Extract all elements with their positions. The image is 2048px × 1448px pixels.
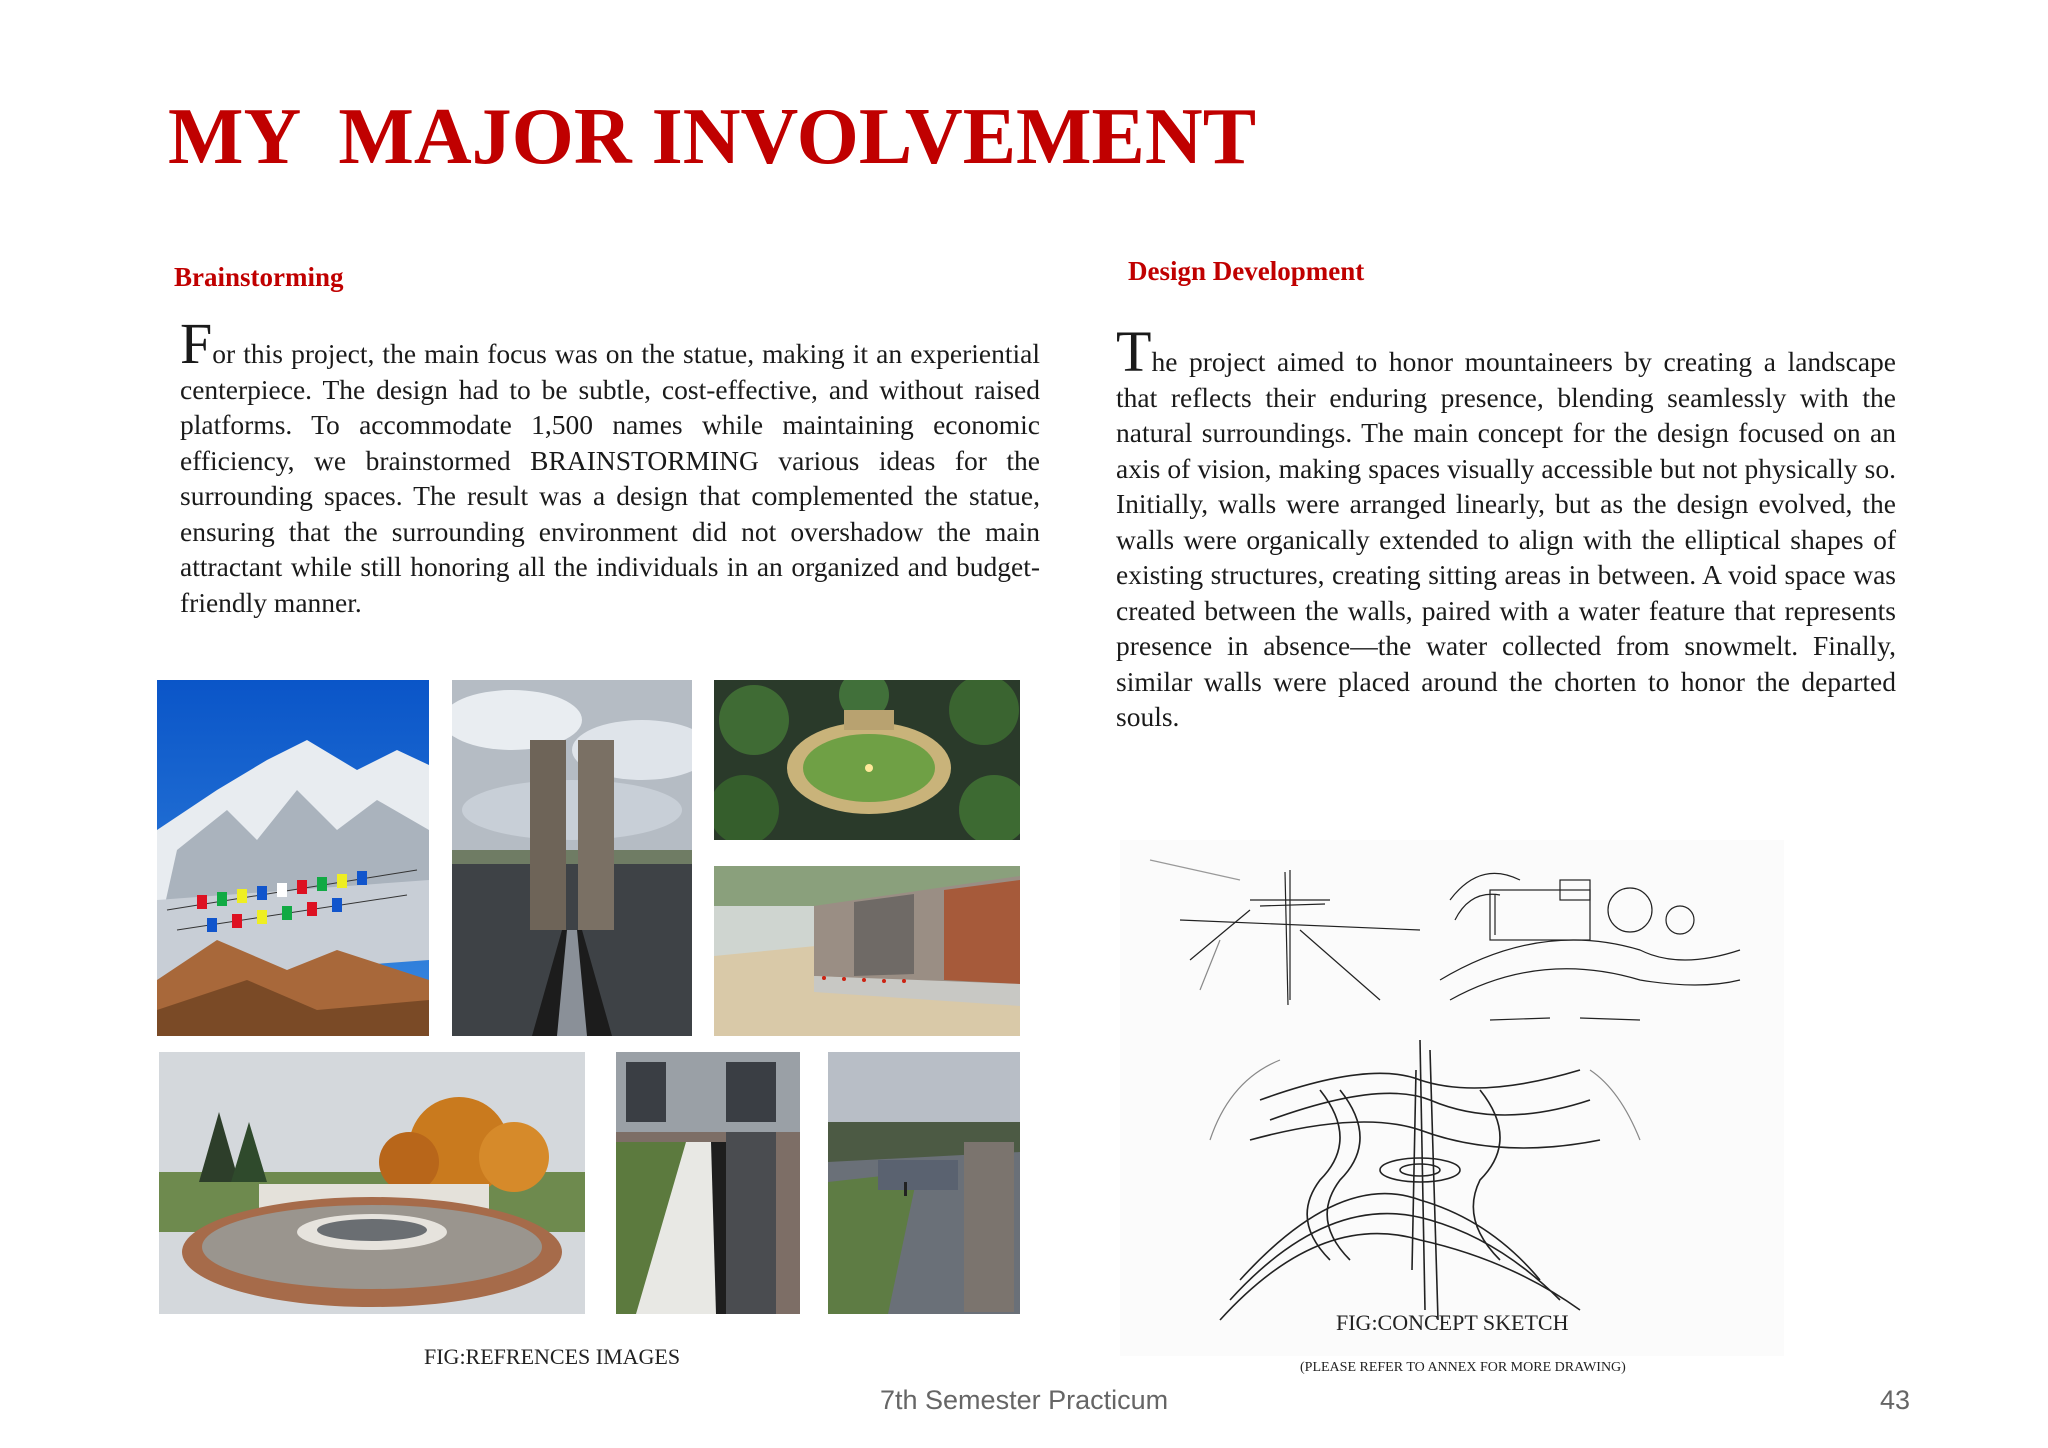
design-development-text: he project aimed to honor mountaineers by creating a landscape that reflects their enduring presence, blending seamlessly with the natural surroundings. The main concept for the design focused on an axis of vision, making spaces visually accessible but not physically so. Initially, walls were arranged linearly, but as the design evolved, the walls were organically extended to align with the elliptical shapes of existing structures, creating sitting areas in between. A void space was created between the walls, paired with a water feature that represents presence in absence—the water collected from snowmelt. Finally, similar walls were placed around the chorten to honor the departed souls. [1116, 346, 1896, 732]
brainstorming-dropcap: F [180, 311, 213, 376]
reference-image-water-channel-pebbles [616, 1052, 800, 1314]
page-title: MY MAJOR INVOLVEMENT [168, 93, 1257, 181]
reference-image-garden-aerial-night [714, 680, 1020, 840]
brainstorming-text: or this project, the main focus was on the statue, making it an experiential centerpiece. The design had to be subtle, cost-effective, and without raised platforms. To accommodate 1,500 names while maintaining economic efficiency, we brainstormed BRAINSTORMING various ideas for the surrounding spaces. The result was a design that complemented the statue, ensuring that the surrounding environment did not overshadow the main attractant while still honoring all the individuals in an organized and budget-friendly manner. [180, 338, 1040, 618]
design-development-paragraph [1116, 319, 1896, 735]
page-number: 43 [1880, 1385, 1911, 1415]
design-development-heading: Design Development [1128, 256, 1365, 286]
concept-sketch-area [1120, 840, 1784, 1356]
brainstorming-paragraph [180, 311, 1040, 620]
brainstorming-heading: Brainstorming [174, 262, 344, 292]
footer-label: 7th Semester Practicum [880, 1385, 1169, 1415]
annex-note: (PLEASE REFER TO ANNEX FOR MORE DRAWING) [1300, 1360, 1626, 1375]
references-caption: FIG:REFRENCES IMAGES [424, 1344, 681, 1369]
reference-image-circular-fountain-autumn [159, 1052, 585, 1314]
concept-sketch-drawing [1120, 840, 1784, 1356]
reference-image-stone-walls-water [452, 680, 692, 1036]
reference-image-stone-wall-rainy-park [828, 1052, 1020, 1314]
reference-image-mountain-prayer-flags [157, 680, 429, 1036]
design-development-dropcap: T [1116, 319, 1152, 384]
reference-image-memorial-wall-path [714, 866, 1020, 1036]
concept-sketch-caption: FIG:CONCEPT SKETCH [1336, 1310, 1569, 1335]
